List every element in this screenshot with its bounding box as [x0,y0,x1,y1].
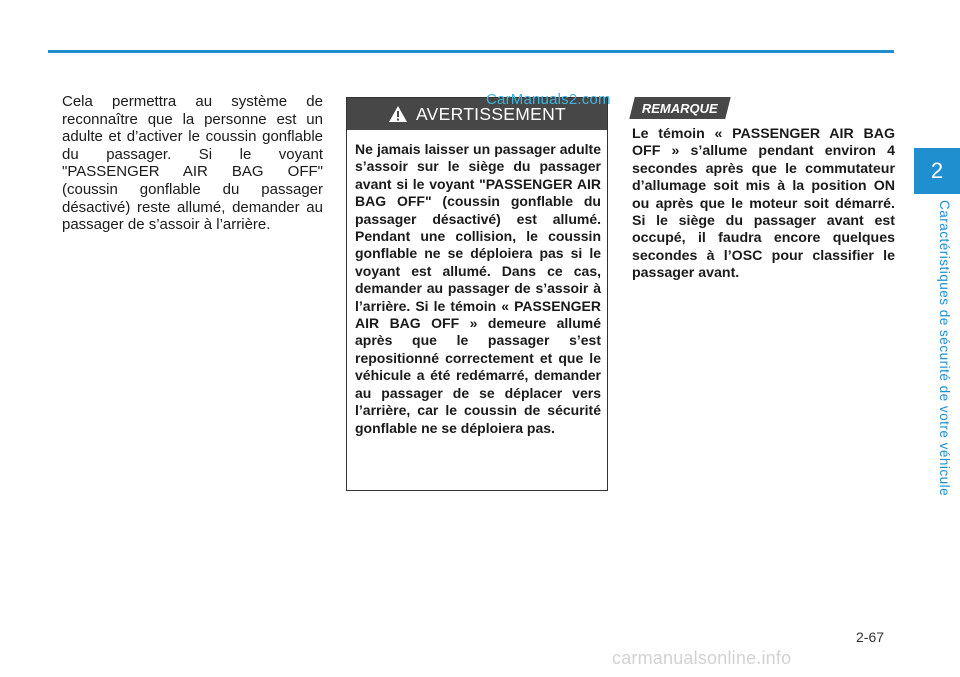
warning-text: Ne jamais laisser un passager adulte s’assoir sur le siège du passager avant si le voyant "PASSENGER AIR BAG OFF" (coussin gonflable du passager désactivé) est allumé. Pendant une collision, le coussin gonflable ne se déploiera pas si le voyant est allumé. Dans ce cas, demander au passager de s’assoir à l’arrière. Si le témoin « PASSENGER AIR BAG OFF » demeure allumé après que le passager s’est repositionné correctement et que le véhicule a été redémarré, demander au passager de se déplacer vers l’arrière, car le coussin de sécurité gonflable ne se déploiera pas. [355,141,601,436]
chapter-number: 2 [930,158,944,183]
chapter-title: Caractéristiques de sécurité de votre véhicule [937,200,952,497]
header-rule [48,50,894,53]
watermark-bottom[interactable]: carmanualsonline.info [612,648,792,668]
warning-box [346,97,608,491]
warning-triangle-icon [388,105,408,123]
note-text: Le témoin « PASSENGER AIR BAG OFF » s’allume pendant environ 4 secondes après que le commutateur d’allumage soit mis à la position ON ou après que le moteur soit démarré. Si le siège du passager avant est occupé, il faudra encore quelques secondes à l’OSC pour classifier le passager avant. [632,126,895,282]
body-paragraph: Cela permettra au système de reconnaître que la personne est un adulte et d’activer le coussin gonflable du passager. Si le voyant "PASSENGER AIR BAG OFF" (coussin gonflable du passager désactivé) reste allumé, demander au passager de s’assoir à l’arrière. [62,93,323,234]
page-number: 2-67 [856,629,885,645]
warning-title: AVERTISSEMENT [415,103,567,124]
note-tag-label: REMARQUE [642,100,718,116]
watermark-top[interactable]: CarManuals2.com [486,91,611,108]
chapter-tab[interactable] [914,148,960,194]
note-tag [629,97,730,119]
